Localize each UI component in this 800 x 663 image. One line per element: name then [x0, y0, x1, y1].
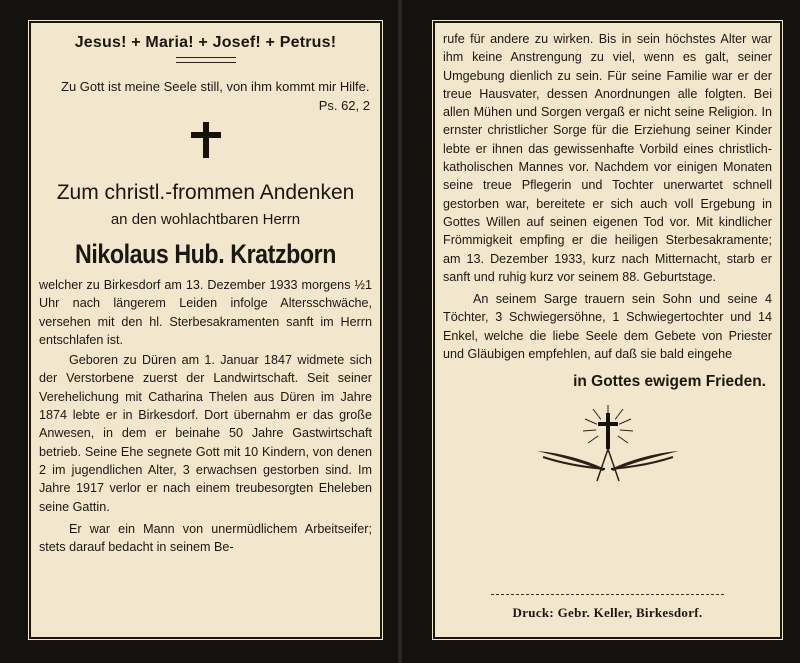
left-panel: [28, 20, 383, 640]
death-notice-paragraph: [39, 276, 372, 556]
character-text-start: Er war ein Mann von unermüdlichem Arbeitseifer; stets darauf bedacht in seinem Be-: [39, 521, 372, 555]
radiant-cross-palm-icon: [533, 405, 683, 485]
memorial-heading: Zum christl.-frommen Andenken: [56, 181, 355, 204]
character-text-continued: rufe für andere zu wirken. Bis in sein höchstes Alter war ihm keine Anstrengung zu viel, wenn es galt, seiner Umgebung dienlich zu sein. Für seine Familie war er der treue Hausvater, dessen Anordnungen alle folgten. Bei allen Mühen und Sorgen vergaß er nicht seine Religion. In ernster christlicher Sorge für die Erziehung seiner Kinder lebte er ihnen das gewissenhafte Vorbild eines christlich-katholischen Mannes vor. Nachdem vor einigen Monaten seine treue Pflegerin und Tochter unerwartet schnell gestorben war, bereitete er sich auch voll Ergebung in Gottes Willen auf seinen eigenen Tod vor. Mit kindlicher Frömmigkeit empfing er die heiligen Sterbesakramente; am 13. Dezember 1933, kurz nach Mitternacht, starb er sanft und ruhig kurz vor seinem 88. Geburtstage.: [443, 32, 772, 284]
psalm-reference: Ps. 62, 2: [318, 98, 370, 113]
mourners-text: An seinem Sarge trauern sein Sohn und seine 4 Töchter, 3 Schwiegersöhne, 1 Schwiegertochter und 14 Enkel, welche die liebe Seele dem Gebete von Priester und Gläubigen empfehlen, auf daß sie bald eingehe: [443, 292, 772, 362]
left-card: [0, 0, 398, 663]
death-notice-text: welcher zu Birkesdorf am 13. Dezember 1933 morgens ½1 Uhr nach längerem Leiden infolge Altersschwäche, versehen mit den hl. Sterbesakramenten sanft im Herrn entschlafen ist.: [39, 278, 372, 347]
biography-text: Geboren zu Düren am 1. Januar 1847 widmete sich der Verstorbene zuerst der Landwirtschaft. Seit seiner Verehelichung mit Catharina Thelen aus Düren im Jahre 1874 lebte er in Birkesdorf. Dort übernahm er das große Anwesen, in dem er beinahe 50 Jahre Gastwirtschaft betrieb. Seine Ehe segnete Gott mit 10 Kindern, von denen 2 im jugendlichen Alter, 3 erwachsen gestorben sind. Im Jahre 1917 verlor er nach einem treubesorgten Eheleben seine Gattin.: [39, 353, 372, 514]
invocation-header: Jesus! + Maria! + Josef! + Petrus!: [74, 34, 337, 51]
cross-icon: [191, 122, 221, 158]
honorific-line: an den wohlachtbaren Herrn: [110, 211, 301, 228]
psalm-text: Zu Gott ist meine Seele still, von ihm kommt mir Hilfe.: [61, 79, 370, 94]
psalm-quote: [41, 77, 370, 113]
double-rule-divider: [176, 57, 236, 63]
deceased-name: Nikolaus Hub. Kratzborn: [74, 239, 337, 269]
footer-divider: [491, 594, 724, 595]
right-panel: [432, 20, 783, 640]
right-body: [443, 30, 772, 363]
closing-line: in Gottes ewigem Frieden.: [573, 373, 766, 391]
right-card: [402, 0, 800, 663]
printer-credit: Druck: Gebr. Keller, Birkesdorf.: [512, 605, 703, 620]
